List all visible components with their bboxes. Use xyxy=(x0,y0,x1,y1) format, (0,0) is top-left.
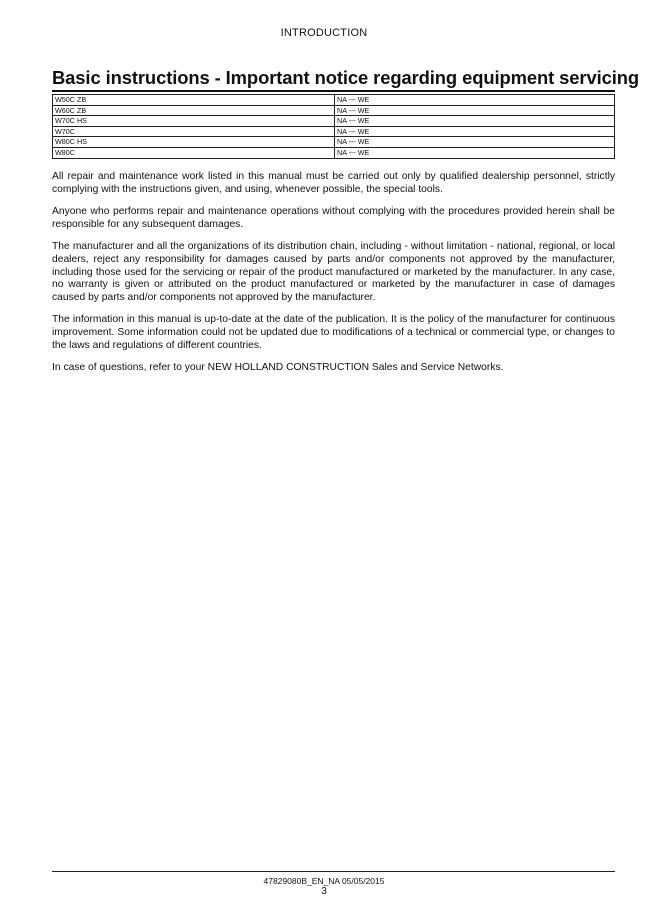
table-row xyxy=(53,137,615,148)
model-cell: W60C ZB xyxy=(53,105,335,116)
markets-cell: NA --- WE xyxy=(335,105,615,116)
markets-cell: NA --- WE xyxy=(335,147,615,158)
page-header-section: INTRODUCTION xyxy=(280,27,368,39)
paragraph-responsibility: Anyone who performs repair and maintenance operations without complying with the procedures provided herein shall be responsible for any subsequent damages. xyxy=(52,206,615,230)
table-row xyxy=(53,95,615,106)
model-cell: W50C ZB xyxy=(53,95,335,106)
markets-cell: NA --- WE xyxy=(335,95,615,106)
table-row xyxy=(53,116,615,127)
model-cell: W80C HS xyxy=(53,137,335,148)
footer-divider xyxy=(52,871,615,872)
models-table xyxy=(52,94,615,159)
model-cell: W80C xyxy=(53,147,335,158)
page-title: Basic instructions - Important notice regarding equipment servicing xyxy=(52,67,615,92)
model-cell: W70C xyxy=(53,126,335,137)
paragraph-qualified-personnel: All repair and maintenance work listed in this manual must be carried out only by qualified dealership personnel, strictly complying with the instructions given, and using, whenever possible, the special tools. xyxy=(52,171,615,195)
paragraph-information-currency: The information in this manual is up-to-date at the date of the publication. It is the policy of the manufacturer for continuous improvement. Some information could not be updated due to modifications of a technical or commercial type, or changes to the laws and regulations of different countries. xyxy=(52,314,615,351)
markets-cell: NA --- WE xyxy=(335,116,615,127)
table-row xyxy=(53,105,615,116)
footer-doc-code: 47829080B_EN_NA 05/05/2015 xyxy=(263,876,385,886)
paragraph-manufacturer-liability: The manufacturer and all the organizations of its distribution chain, including - without limitation - national, regional, or local dealers, reject any responsibility for damages caused by parts and/or components not approved by the manufacturer, including those used for the servicing or repair of the product manufactured or marketed by the manufacturer. In any case, no warranty is given or attributed on the product manufactured or marketed by the manufacturer in case of damages caused by parts and/or components not approved by the manufacturer. xyxy=(52,241,615,303)
markets-cell: NA --- WE xyxy=(335,126,615,137)
table-row xyxy=(53,126,615,137)
model-cell: W70C HS xyxy=(53,116,335,127)
paragraph-questions-contact: In case of questions, refer to your NEW HOLLAND CONSTRUCTION Sales and Service Networks. xyxy=(52,362,504,374)
body-text xyxy=(52,171,615,385)
markets-cell: NA --- WE xyxy=(335,137,615,148)
table-row xyxy=(53,147,615,158)
page-number: 3 xyxy=(321,886,327,897)
